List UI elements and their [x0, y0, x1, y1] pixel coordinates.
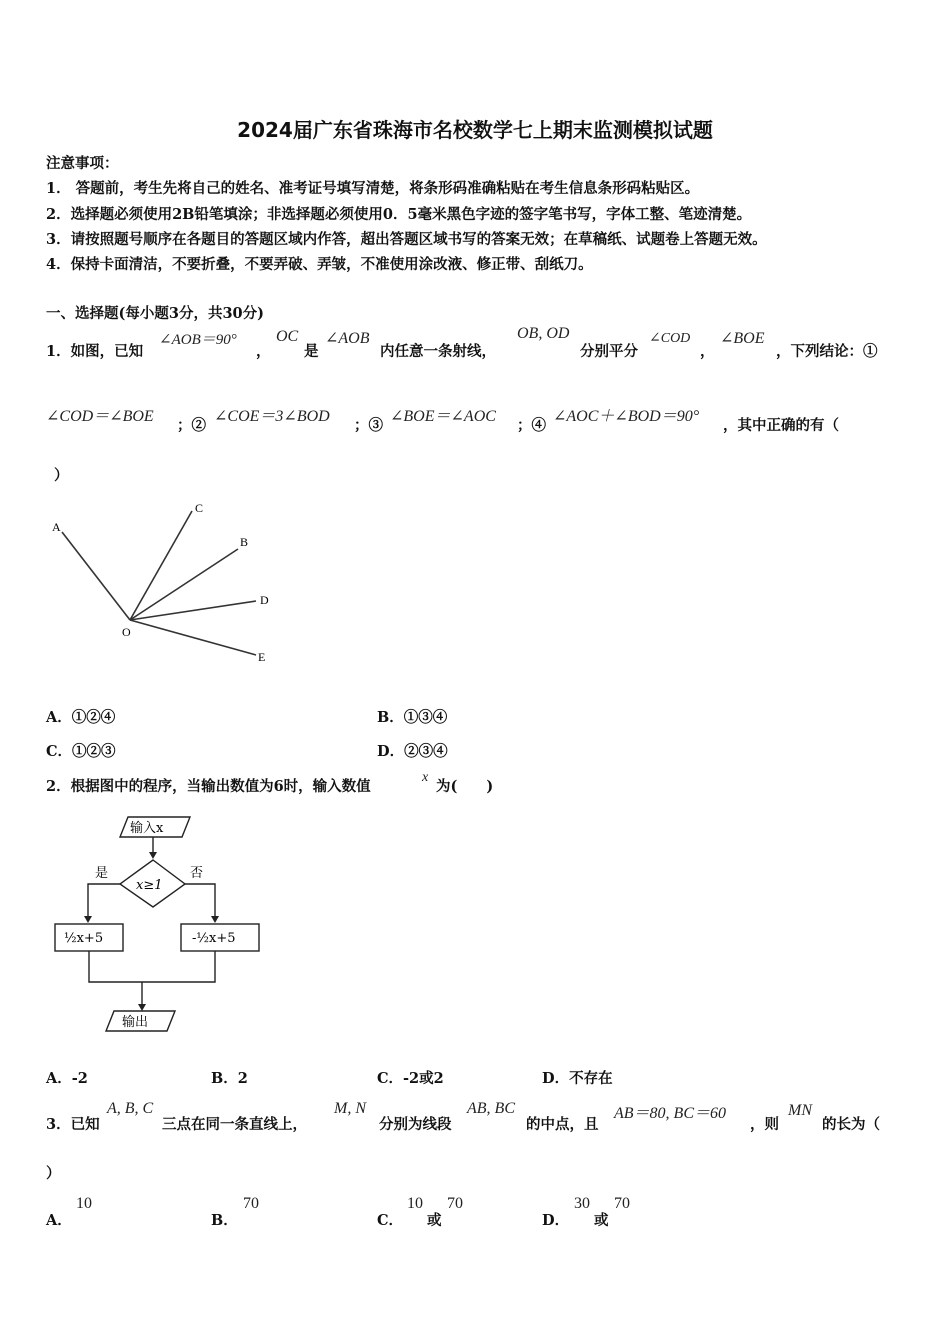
q2-flowchart: [50, 812, 280, 1042]
notice-item: 2．选择题必须使用2B铅笔填涂；非选择题必须使用0．5毫米黑色字迹的签字笔书写，字体工整、笔迹清楚。: [46, 206, 752, 223]
q2-option-a[interactable]: A．-2: [46, 1070, 88, 1087]
q1-math-oc: OC: [276, 328, 299, 345]
q1-option-d[interactable]: D．②③④: [377, 743, 448, 760]
q3-math-abbc: AB, BC: [467, 1100, 515, 1117]
decision-label: x≥1: [136, 878, 163, 893]
ray-oe: [130, 620, 256, 655]
q3-option-b-value: 70: [243, 1195, 259, 1212]
q1-math-c2: ∠COE＝3∠BOD: [214, 408, 330, 425]
notice-item: 3．请按照题号顺序在各题目的答题区域内作答，超出答题区域书写的答案无效；在草稿纸、试题卷上答题无效。: [46, 231, 767, 248]
ray-oa: [62, 532, 130, 620]
q3-math-mn: M, N: [334, 1100, 366, 1117]
q2-stem-end: 为( ): [436, 778, 494, 795]
q2-option-d[interactable]: D．不存在: [542, 1070, 613, 1087]
ray-ob: [130, 549, 238, 620]
q1-text: ，: [700, 343, 715, 360]
ray-od: [130, 601, 256, 620]
q3-option-d-value2: 70: [614, 1195, 630, 1212]
q3-number: 3．已知: [46, 1116, 100, 1133]
q1-text: ；④: [517, 417, 546, 434]
q3-text: 的长为（: [822, 1116, 880, 1133]
q3-option-c-label[interactable]: C．: [377, 1212, 404, 1229]
q3-math-abc: A, B, C: [107, 1100, 154, 1117]
q1-math-obod: OB, OD: [517, 325, 570, 342]
q1-text: ；③: [354, 417, 383, 434]
notice-item: 4．保持卡面清洁，不要折叠，不要弄破、弄皱，不准使用涂改液、修正带、刮纸刀。: [46, 256, 593, 273]
q1-text: ；②: [177, 417, 206, 434]
q1-text: ，下列结论：①: [776, 343, 878, 360]
q3-math-values: AB＝80, BC＝60: [614, 1105, 726, 1122]
q3-option-d-label[interactable]: D．: [542, 1212, 570, 1229]
notice-heading: 注意事项：: [46, 155, 119, 172]
q3-text: 三点在同一条直线上，: [162, 1116, 307, 1133]
q3-math-MN: MN: [788, 1102, 812, 1119]
page-title: 2024届广东省珠海市名校数学七上期末监测模拟试题: [237, 118, 713, 142]
q1-text: ，其中正确的有（: [723, 417, 839, 434]
notice-item: 1． 答题前，考生先将自己的姓名、准考证号填写清楚，将条形码准确粘贴在考生信息条形码粘贴区。: [46, 180, 700, 197]
q2-option-b[interactable]: B．2: [211, 1070, 248, 1087]
q1-angle-figure: [40, 495, 290, 675]
label-b: B: [240, 535, 249, 549]
no-label: 否: [190, 866, 204, 881]
ray-oc: [130, 511, 192, 620]
label-e: E: [258, 650, 266, 664]
label-c: C: [195, 501, 204, 515]
q1-math-c3: ∠BOE＝∠AOC: [390, 408, 496, 425]
q1-option-c[interactable]: C．①②③: [46, 743, 116, 760]
q3-option-d-value1: 30: [574, 1195, 590, 1212]
q3-option-c-value2: 70: [447, 1195, 463, 1212]
q3-option-d-or: 或: [594, 1212, 609, 1229]
q1-math-aob90: ∠AOB＝90°: [159, 332, 237, 348]
label-d: D: [260, 593, 269, 607]
q1-text: ，: [256, 343, 271, 360]
q1-math-cod: ∠COD: [649, 331, 691, 346]
q3-text: ）: [46, 1165, 61, 1182]
q1-text: 是: [304, 343, 319, 360]
q1-text: 分别平分: [580, 343, 638, 360]
output-label: 输出: [122, 1015, 149, 1030]
label-a: A: [52, 520, 61, 534]
q1-number: 1．如图，已知: [46, 343, 144, 360]
q3-option-b-label[interactable]: B．: [211, 1212, 238, 1229]
q3-option-c-value1: 10: [407, 1195, 423, 1212]
q3-option-a-label[interactable]: A．: [46, 1212, 72, 1229]
q3-option-c-or: 或: [427, 1212, 442, 1229]
label-o: O: [122, 625, 131, 639]
q3-option-a-value: 10: [76, 1195, 92, 1212]
right-process-label: -½x+5: [192, 931, 236, 946]
q1-option-a[interactable]: A．①②④: [46, 709, 116, 726]
q3-text: ，则: [750, 1116, 779, 1133]
q3-text: 的中点，且: [526, 1116, 599, 1133]
q1-text: ）: [54, 467, 69, 484]
q2-stem: 2．根据图中的程序，当输出数值为6时，输入数值: [46, 778, 371, 795]
yes-label: 是: [95, 866, 109, 881]
q2-option-c[interactable]: C．-2或2: [377, 1070, 444, 1087]
q1-math-c4: ∠AOC＋∠BOD＝90°: [553, 408, 700, 425]
q3-text: 分别为线段: [379, 1116, 452, 1133]
q1-text: 内任意一条射线，: [380, 343, 496, 360]
q1-option-b[interactable]: B．①③④: [377, 709, 448, 726]
left-process-label: ½x+5: [64, 931, 104, 946]
q2-math-x: x: [422, 770, 429, 785]
q1-math-boe: ∠BOE: [720, 330, 765, 347]
q1-math-aob: ∠AOB: [325, 330, 370, 347]
section-heading: 一、选择题(每小题3分，共30分): [46, 305, 264, 322]
q1-math-c1: ∠COD＝∠BOE: [46, 408, 154, 425]
input-label: 输入x: [130, 821, 164, 836]
